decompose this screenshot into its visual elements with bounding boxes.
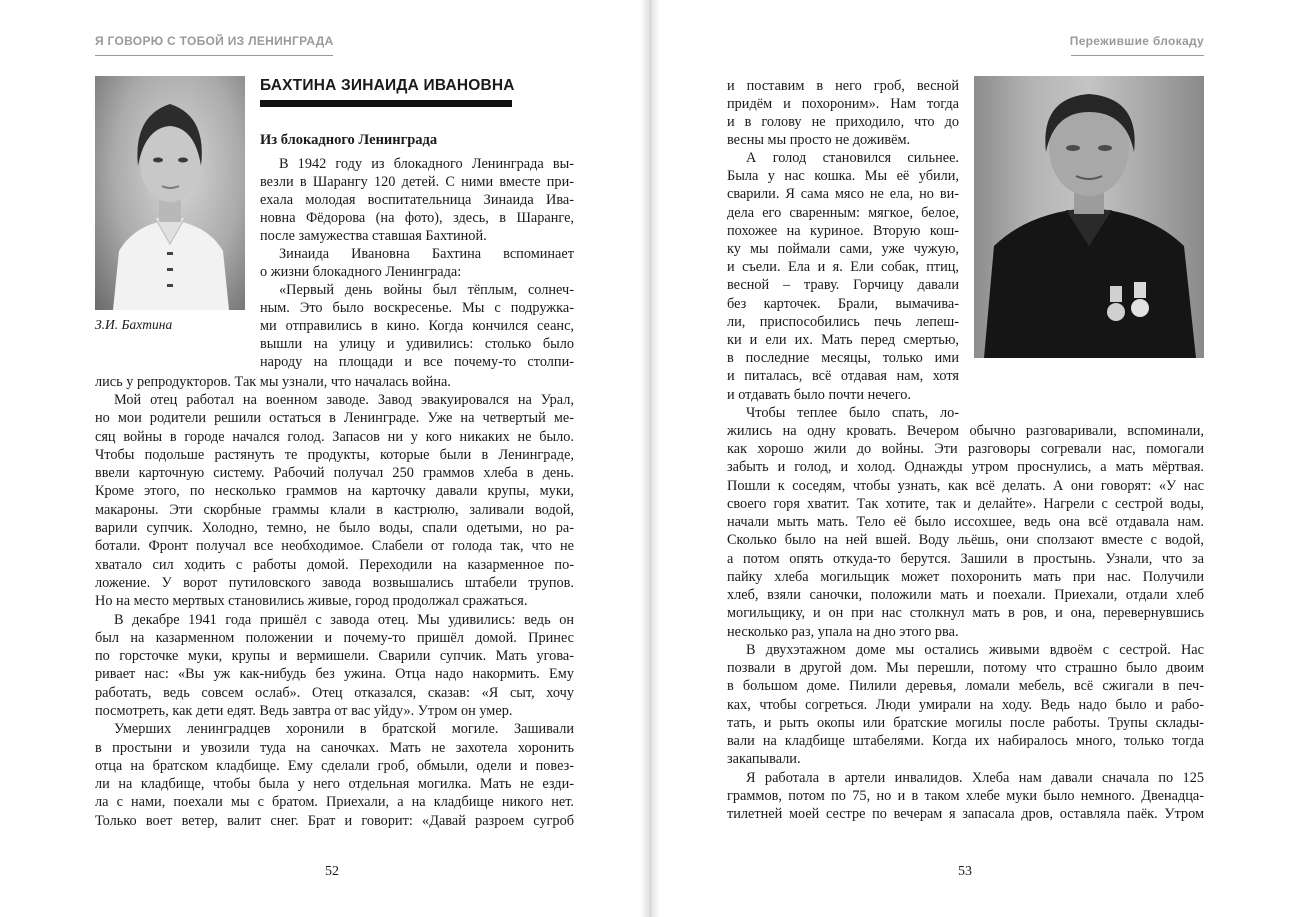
text-line: ривает нас: «Вы уж как-нибудь без ужина. Отца надо накормить. Ему bbox=[95, 666, 574, 682]
text-line: могильщику, и он при нас столкнул мать в ров, и она, перевернувшись bbox=[727, 605, 1204, 621]
text-line: ехала молодая воспитательница Зинаида Ива- bbox=[260, 192, 574, 208]
text-line: в простыни и увозили туда на саночках. Мать не захотела хоронить bbox=[95, 740, 574, 756]
text-line: несколько раз, упала на дно этого рва. bbox=[727, 624, 959, 640]
text-line: работать, ведь совсем ослаб». Отец отказался, сказав: «Я сыт, хочу bbox=[95, 685, 574, 701]
text-line: и в голову не приходило, что до bbox=[727, 114, 959, 130]
text-line: Чтобы теплее было спать, ло- bbox=[746, 405, 959, 421]
portrait-photo-elderly-woman bbox=[974, 76, 1204, 358]
text-line: ках, чтобы согреться. Люди умирали на ходу. Ведь надо было и рабо- bbox=[727, 697, 1204, 713]
text-line: ли на кладбище, чтобы была у него отдельная могилка. Мать не езди- bbox=[95, 776, 574, 792]
text-line: «Первый день войны был тёплым, солнеч- bbox=[279, 282, 574, 298]
text-line: народу на площади и все почему-то столпи- bbox=[260, 354, 574, 370]
text-line: ложение. У ворот путиловского завода возвышались штабели трупов. bbox=[95, 575, 574, 591]
text-line: ли, приспособились печь лепеш- bbox=[727, 314, 959, 330]
text-line: но мои родители решили остаться в Ленинграде. Уже на четвертый ме- bbox=[95, 410, 574, 426]
text-line: везли в Шарангу 120 детей. С ними вместе при- bbox=[260, 174, 574, 190]
text-line: позвали в другой дом. Мы перешли, потому что страшно было двоим bbox=[727, 660, 1204, 676]
page-number-right: 53 bbox=[958, 864, 972, 879]
text-line: был на казарменном положении и почему-то пришёл домой. Принес bbox=[95, 630, 574, 646]
text-line: Была у нас кошка. Мы её убили, bbox=[727, 168, 959, 184]
text-line: вали на кладбище штабелями. Когда их набиралось много, только тогда bbox=[727, 733, 1204, 749]
text-line: Мой отец работал на военном заводе. Завод эвакуировался на Урал, bbox=[114, 392, 574, 408]
text-line: ввели карточную систему. Рабочий получал 250 граммов хлеба в день. bbox=[95, 465, 574, 481]
section-subtitle: Из блокадного Ленинграда bbox=[260, 132, 438, 148]
text-line: по горсточке муки, крупы и вермишели. Сварили супчик. Мать угова- bbox=[95, 648, 574, 664]
text-line: похожее на куриное. Вторую кош- bbox=[727, 223, 959, 239]
text-line: В декабре 1941 года пришёл с завода отец. Мы удивились: ведь он bbox=[114, 612, 574, 628]
text-line: Кроме этого, по несколько граммов на карточку давали крупы, муки, bbox=[95, 483, 574, 499]
book-spine-gutter bbox=[640, 0, 660, 917]
running-head-rule bbox=[1071, 55, 1204, 56]
text-line: о жизни блокадного Ленинграда: bbox=[260, 264, 462, 280]
text-line: новна Фёдорова (на фото), здесь, в Шаранге, bbox=[260, 210, 574, 226]
text-line: хватало сил ходить с работы домой. Переходили на казарменное по- bbox=[95, 557, 574, 573]
text-line: Я работала в артели инвалидов. Хлеба нам давали сначала по 125 bbox=[746, 770, 1204, 786]
text-line: придём и похороним». Нам тогда bbox=[727, 96, 959, 112]
text-line: Только воет ветер, валит снег. Брат и говорит: «Давай разроем сугроб bbox=[95, 813, 574, 829]
text-line: тать, и рыть окопы или братские могилы после работы. Трупы склады- bbox=[727, 715, 1204, 731]
text-line: а потом опять откуда-то берутся. Зашили в простынь. Узнали, что за bbox=[727, 551, 1204, 567]
text-line: В 1942 году из блокадного Ленинграда вы- bbox=[279, 156, 574, 172]
text-line: Пошли к соседям, чтобы узнать, как всё делать. А они говорят: «У нас bbox=[727, 478, 1204, 494]
text-line: ным. Это было воскресенье. Мы с подружка- bbox=[260, 300, 574, 316]
text-line: начали мыть мать. Тело её было иссохшее, ведь она всё отдавала нам. bbox=[727, 514, 1204, 530]
portrait-photo-drawing bbox=[974, 76, 1204, 358]
text-line: без карточек. Брали, вымачива- bbox=[727, 296, 959, 312]
text-line: закапывали. bbox=[727, 751, 801, 767]
text-line: и отдавать было почти нечего. bbox=[727, 387, 911, 403]
text-line: весны мы просто не доживём. bbox=[727, 132, 911, 148]
text-line: как хорошо жили до войны. Эти разговоры согревали нас, помогали bbox=[727, 441, 1204, 457]
text-line: граммов, потом по 75, но и в таком хлебе муки было немного. Двенадца- bbox=[727, 788, 1204, 804]
text-line: Сколько было на ней вшей. Воду льёшь, они сползают вместе с водой, bbox=[727, 532, 1204, 548]
text-line: вышли на улицу и удивились: столько было bbox=[260, 336, 574, 352]
text-line: и поставим в него гроб, весной bbox=[727, 78, 959, 94]
running-head-left: Я ГОВОРЮ С ТОБОЙ ИЗ ЛЕНИНГРАДА bbox=[95, 34, 334, 48]
text-line: ми отправились в кино. Когда кончился сеанс, bbox=[260, 318, 574, 334]
text-line: ботали. Фронт получал все необходимое. Слабели от голода так, что не bbox=[95, 538, 574, 554]
text-line: отца на братском кладбище. Ему сделали гроб, обмыли, одели и повез- bbox=[95, 758, 574, 774]
text-line: А голод становился сильнее. bbox=[746, 150, 959, 166]
text-line: после замужества ставшая Бахтиной. bbox=[260, 228, 487, 244]
running-head-rule bbox=[95, 55, 333, 56]
text-line: В двухэтажном доме мы остались живыми вдвоём с сестрой. Нас bbox=[746, 642, 1204, 658]
text-line: хлеб, взяли саночки, положили мать и поехали. Приехали, отдали хлеб bbox=[727, 587, 1204, 603]
article-title: БАХТИНА ЗИНАИДА ИВАНОВНА bbox=[260, 77, 512, 107]
text-line: дела его сваренным: мягкое, белое, bbox=[727, 205, 959, 221]
text-line: пайку хлеба могильщик может похоронить мать при нас. Получили bbox=[727, 569, 1204, 585]
text-line: посмотреть, как дети едят. Ведь завтра от вас уйду». Утром он умер. bbox=[95, 703, 513, 719]
text-line: и питалась, всё отдавая нам, хотя bbox=[727, 368, 959, 384]
text-line: макароны. Эти скорбные граммы клали в кастрюлю, заливали водой, bbox=[95, 502, 574, 518]
text-line: жились на одну кровать. Вечером обычно разговаривали, вспоминали, bbox=[727, 423, 1204, 439]
running-head-right: Пережившие блокаду bbox=[1069, 34, 1204, 48]
text-line: Умерших ленинградцев хоронили в братской могиле. Зашивали bbox=[114, 721, 574, 737]
text-line: весной – траву. Горчицу давали bbox=[727, 277, 959, 293]
text-line: ла с нами, поехали мы с братом. Приехали, а на кладбище никого нет. bbox=[95, 794, 574, 810]
text-line: ку мы поймали сами, уже чужую, bbox=[727, 241, 959, 257]
photo-caption: З.И. Бахтина bbox=[95, 317, 173, 332]
text-line: забыть и голод, и холод. Однажды утром проснулись, а мать мёртвая. bbox=[727, 459, 1204, 475]
page-number-left: 52 bbox=[325, 864, 339, 879]
text-line: тилетней моей сестре по вечерам я запасала дров, оставляла паёк. Утром bbox=[727, 806, 1204, 822]
text-line: ки и ели их. Мать перед смертью, bbox=[727, 332, 959, 348]
text-line: варили супчик. Холодно, темно, не было воды, спали одетыми, но ра- bbox=[95, 520, 574, 536]
text-line: лись у репродукторов. Так мы узнали, что началась война. bbox=[95, 374, 451, 390]
text-line: сяц войны в городе начался голод. Запасов ни у кого никаких не было. bbox=[95, 429, 574, 445]
text-line: Зинаида Ивановна Бахтина вспоминает bbox=[279, 246, 574, 262]
left-page bbox=[0, 0, 648, 917]
portrait-photo-young-woman bbox=[95, 76, 245, 310]
text-line: Но на место мертвых становились живые, город продолжал сражаться. bbox=[95, 593, 528, 609]
text-line: сварили. Я сама мясо не ела, но ви- bbox=[727, 186, 959, 202]
portrait-photo-drawing bbox=[95, 76, 245, 310]
text-line: в последние месяцы, только ими bbox=[727, 350, 959, 366]
text-line: Чтобы подольше растянуть те продукты, которые были в Ленинграде, bbox=[95, 447, 574, 463]
text-line: в большом доме. Пилили деревья, ломали мебель, всё сжигали в печ- bbox=[727, 678, 1204, 694]
text-line: своего горя хватит. Так хотите, так и делайте». Нагрели с сестрой воды, bbox=[727, 496, 1204, 512]
text-line: и съели. Ела и я. Ели собак, птиц, bbox=[727, 259, 959, 275]
